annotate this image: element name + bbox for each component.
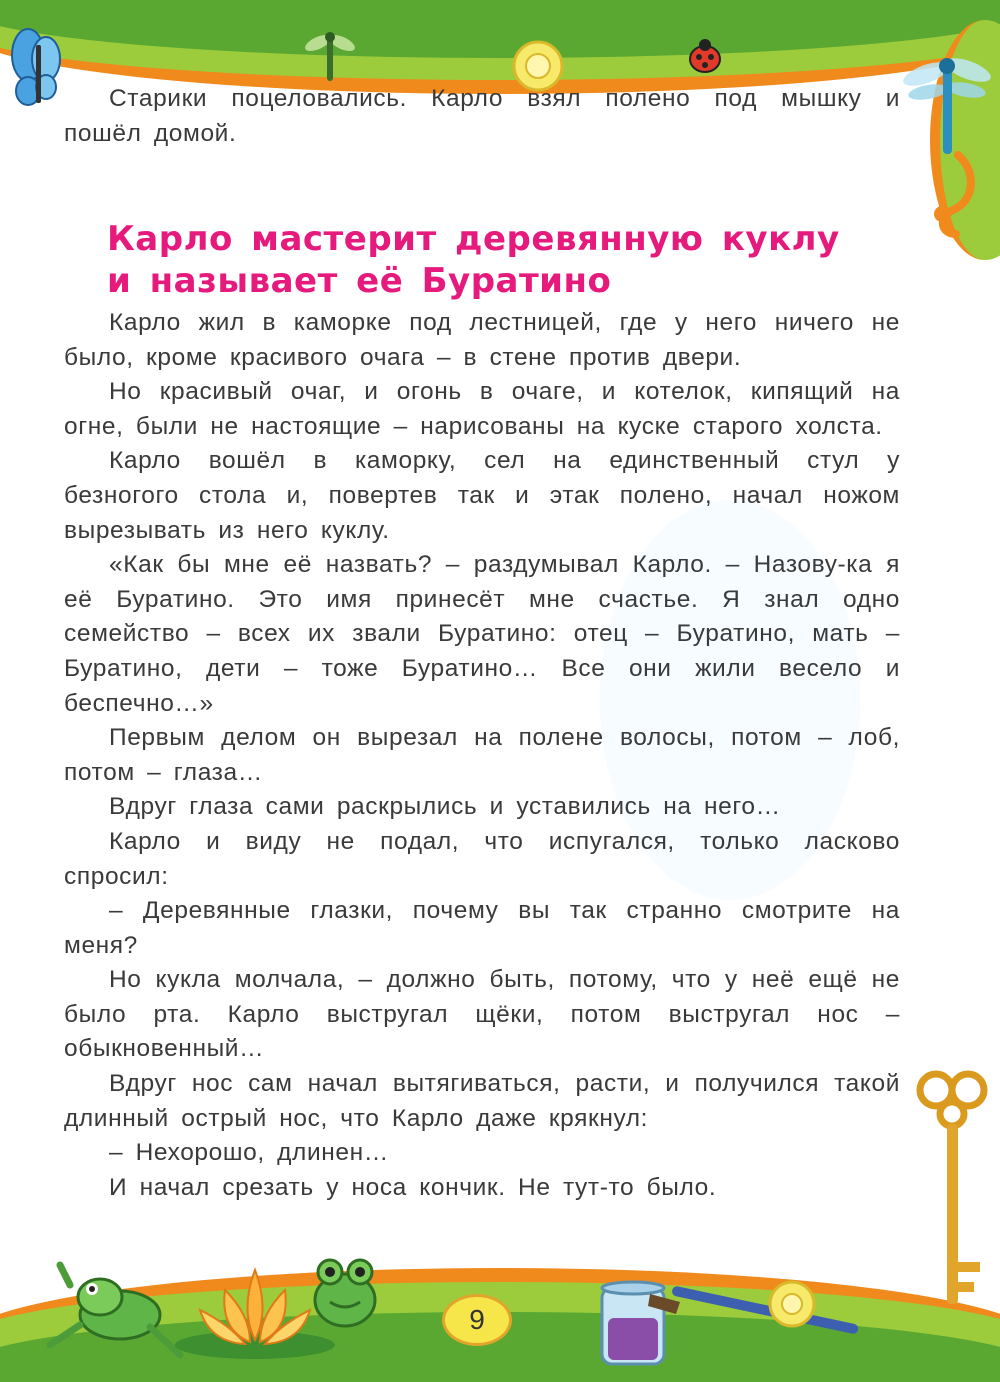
- paragraph: Карло вошёл в каморку, сел на единственный стул у безногого стола и, повертев так и этак полено, начал ножом вырезывать из него куклу.: [64, 447, 900, 544]
- paragraph: «Как бы мне её назвать? – раздумывал Карло. – Назову-ка я её Буратино. Это имя принесёт мне счастье. Я знал одно семейство – всех их звали Буратино: отец – Буратино, мать – Буратино, дети – тоже Буратино… Все они жили весело и беспечно…»: [64, 551, 900, 717]
- dragonfly-icon: [900, 40, 995, 160]
- paragraph: – Нехорошо, длинен…: [109, 1139, 389, 1167]
- page-number: 9: [442, 1294, 512, 1346]
- ladybug-icon: [684, 35, 726, 77]
- frog-icon: [300, 1250, 390, 1330]
- paintbrush-icon: [640, 1280, 870, 1340]
- paragraph: Первым делом он вырезал на полене волосы, потом – лоб, потом – глаза…: [64, 724, 900, 786]
- flower-icon: [768, 1280, 816, 1328]
- paragraph: И начал срезать у носа кончик. Не тут-то было.: [109, 1173, 717, 1201]
- intro-text: [64, 82, 900, 151]
- paragraph: Вдруг нос сам начал вытягиваться, расти, и получился такой длинный острый нос, что Карло даже крякнул:: [64, 1070, 900, 1132]
- chapter-heading-line-1: Карло мастерит деревянную куклу: [107, 219, 840, 259]
- chapter-heading: [107, 218, 907, 302]
- paragraph: Вдруг глаза сами раскрылись и уставились на него…: [109, 793, 781, 821]
- chapter-body: [64, 306, 900, 1205]
- golden-key-icon: [912, 1062, 992, 1322]
- paragraph: – Деревянные глазки, почему вы так странно смотрите на меня?: [64, 897, 900, 959]
- butterfly-icon: [8, 25, 70, 111]
- chapter-heading-line-2: и называет её Буратино: [107, 261, 612, 301]
- paragraph: Но красивый очаг, и огонь в очаге, и котелок, кипящий на огне, были не настоящие – нарисованы на куске старого холста.: [64, 378, 900, 440]
- intro-paragraph: Старики поцеловались. Карло взял полено под мышку и пошёл домой.: [64, 85, 900, 147]
- paragraph: Но кукла молчала, – должно быть, потому, что у неё ещё не было рта. Карло выстругал щёки, потом выстругал нос – обыкновенный…: [64, 966, 900, 1063]
- swirl-ornament-icon: [928, 150, 978, 240]
- paragraph: Карло и виду не подал, что испугался, только ласково спросил:: [64, 827, 900, 890]
- dragonfly-icon: [300, 25, 360, 85]
- paragraph: Карло жил в каморке под лестницей, где у него ничего не было, кроме красивого очага – в стене против двери.: [64, 309, 900, 371]
- frog-icon: [40, 1255, 190, 1365]
